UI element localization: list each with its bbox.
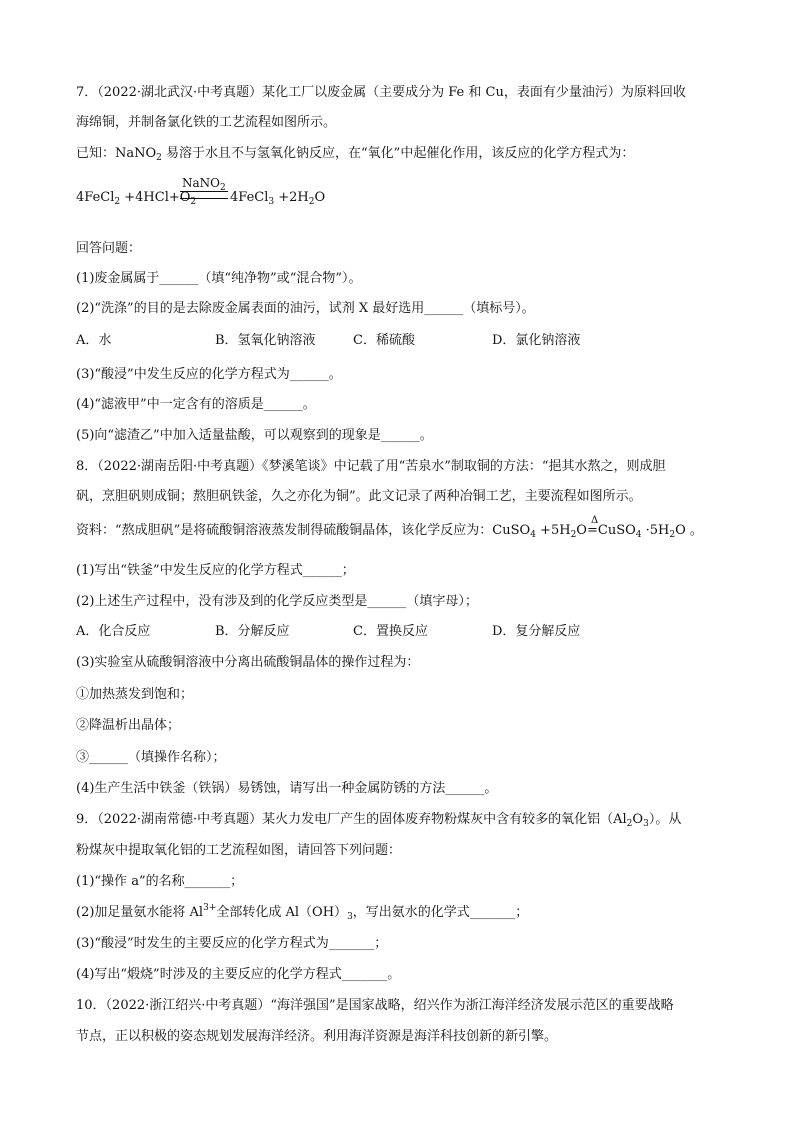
q7-stem-line2: 海绵铜，并制备氯化铁的工艺流程如图所示。 xyxy=(76,115,337,130)
q10-stem-line2: 节点，正以积极的姿态规划发展海洋经济。利用海洋资源是海洋科技创新的新引擎。 xyxy=(76,1029,558,1044)
q8-stem-line2: 矾，烹胆矾则成铜；熬胆矾铁釜，久之亦化为铜”。此文记录了两种冶铜工艺，主要流程如图所示。 xyxy=(76,489,642,504)
q7-stem-line1: 7．（2022·湖北武汉·中考真题）某化工厂以废金属（主要成分为 Fe 和 Cu，表面有少量油污）为原料回收 xyxy=(76,85,686,100)
equation-condition: NaNO$_2$ xyxy=(182,176,226,193)
q7-sub3: (3)“酸浸”中发生反应的化学方程式为______。 xyxy=(76,367,342,382)
q7-answer-intro: 回答问题： xyxy=(76,241,142,256)
q8-step2: ②降温析出晶体； xyxy=(76,718,181,733)
q8-sub4: (4)生产生活中铁釜（铁锅）易锈蚀，请写出一种金属防锈的方法______。 xyxy=(76,781,498,796)
q8-sub1: (1)写出“铁釜”中发生反应的化学方程式______； xyxy=(76,563,355,578)
q7-option-c: C．稀硫酸 xyxy=(353,333,415,348)
q8-option-b: B．分解反应 xyxy=(215,624,290,639)
equation-double-line xyxy=(180,191,228,199)
q7-option-b: B．氢氧化钠溶液 xyxy=(215,333,316,348)
q8-sub2: (2)上述生产过程中，没有涉及到的化学反应类型是______（填字母）； xyxy=(76,594,478,609)
q9-sub4: (4)写出“煅烧”时涉及的主要反应的化学方程式_______。 xyxy=(76,967,401,982)
q7-known-text: 已知：NaNO$_2$ 易溶于水且不与氢氧化钠反应，在“氧化”中起催化作用，该反应的化学方程式为： xyxy=(76,146,635,163)
q8-step1: ①加热蒸发到饱和； xyxy=(76,687,194,702)
q9-sub3: (3)“酸浸”时发生的主要反应的化学方程式为_______； xyxy=(76,936,388,951)
equation-reactants: 4FeCl$_2$ $+4HCl+O_2$ xyxy=(76,190,197,207)
q7-sub2: (2)“洗涤”的目的是去除废金属表面的油污，试剂 X 最好选用______（填标号）。 xyxy=(76,301,535,316)
q9-sub2: (2)加足量氨水能将 $Al^{3+}$全部转化成 $Al(OH)_3$，写出氨水的化学式_______； xyxy=(76,903,529,922)
q8-option-d: D．复分解反应 xyxy=(492,624,581,639)
q8-sub3: (3)实验室从硫酸铜溶液中分离出硫酸铜晶体的操作过程为： xyxy=(76,655,420,670)
q8-option-c: C．置换反应 xyxy=(353,624,428,639)
q7-sub5: (5)向“滤渣乙”中加入适量盐酸，可以观察到的现象是______。 xyxy=(76,428,433,443)
heat-equals-sign: Δ = xyxy=(586,515,599,538)
q9-stem-line1: 9．（2022·湖南常德·中考真题）某火力发电厂产生的固体废弃物粉煤灰中含有较多的氧化铝$(Al_2O_3)$。从 xyxy=(76,812,682,829)
equation-products: 4FeCl$_3$ $+2H_2O$ xyxy=(230,190,326,207)
q7-sub1: (1)废金属属于______（填“纯净物”或“混合物”）。 xyxy=(76,271,362,286)
q8-stem-line1: 8．（2022·湖南岳阳·中考真题）《梦溪笔谈》中记载了用“苦泉水”制取铜的方法：“挹其水熬之，则成胆 xyxy=(76,459,666,474)
q8-option-a: A．化合反应 xyxy=(76,624,151,639)
q10-stem-line1: 10．（2022·浙江绍兴·中考真题）“海洋强国”是国家战略，绍兴作为浙江海洋经济发展示范区的重要战略 xyxy=(76,998,674,1013)
q7-option-a: A．水 xyxy=(76,333,112,348)
q8-info-text: 资料：“熬成胆矾”是将硫酸铜溶液蒸发制得硫酸铜晶体，该化学反应为：CuSO$_4$ $+5H_2O$ Δ =CuSO$_4$ $\cdot 5H_2O$ 。 xyxy=(76,515,703,540)
q7-equation xyxy=(76,176,376,216)
q9-sub1: (1)“操作 a”的名称_______； xyxy=(76,874,244,889)
q7-option-d: D．氯化钠溶液 xyxy=(492,333,581,348)
q9-stem-line2: 粉煤灰中提取氧化铝的工艺流程如图，请回答下列问题： xyxy=(76,843,402,858)
q7-sub4: (4)“滤液甲”中一定含有的溶质是______。 xyxy=(76,397,316,412)
q8-step3: ③______（填操作名称）； xyxy=(76,750,226,765)
